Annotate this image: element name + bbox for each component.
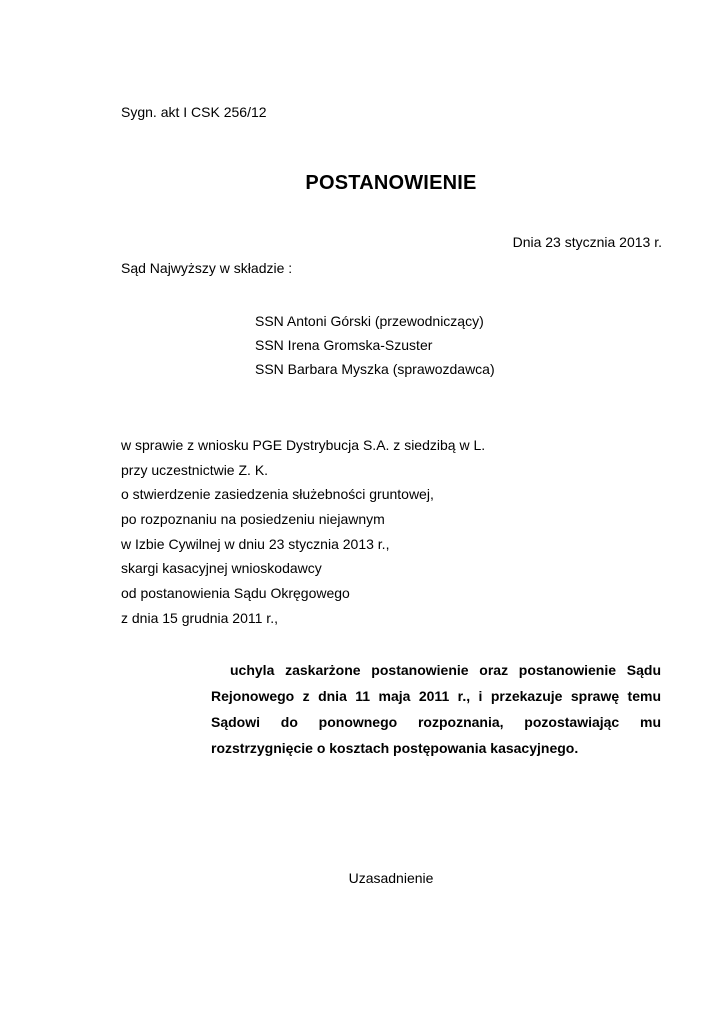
decision-date: Dnia 23 stycznia 2013 r. (512, 234, 662, 250)
ruling-line: Rejonowego z dnia 11 maja 2011 r., i przekazuje sprawę temu (211, 688, 661, 704)
case-line: w sprawie z wniosku PGE Dystrybucja S.A. z siedzibą w L. (121, 437, 486, 453)
case-line: po rozpoznaniu na posiedzeniu niejawnym (121, 511, 385, 528)
ruling-line: uchyla zaskarżone postanowienie oraz postanowienie Sądu (230, 662, 661, 678)
case-line: o stwierdzenie zasiedzenia służebności gruntowej, (121, 486, 434, 503)
case-line: w Izbie Cywilnej w dniu 23 stycznia 2013 r., (121, 535, 390, 552)
judge-member: SSN Irena Gromska-Szuster (255, 337, 433, 353)
case-line: z dnia 15 grudnia 2011 r., (121, 609, 278, 626)
judge-rapporteur: SSN Barbara Myszka (sprawozdawca) (255, 361, 495, 377)
judges-list (255, 309, 495, 381)
case-line: od postanowienia Sądu Okręgowego (121, 585, 350, 602)
ruling-operative-part (211, 657, 661, 761)
case-description (121, 433, 485, 631)
case-line: przy uczestnictwie Z. K. (121, 461, 269, 478)
ruling-line: Sądowi do ponownego rozpoznania, pozostawiając mu (211, 714, 661, 730)
case-signature: Sygn. akt I CSK 256/12 (121, 104, 267, 120)
judge-presiding: SSN Antoni Górski (przewodniczący) (255, 313, 484, 329)
document-title: POSTANOWIENIE (305, 172, 477, 194)
case-line: skargi kasacyjnej wnioskodawcy (121, 560, 322, 577)
ruling-line: rozstrzygnięcie o kosztach postępowania kasacyjnego. (211, 740, 579, 756)
justification-heading: Uzasadnienie (348, 870, 434, 886)
court-composition-intro: Sąd Najwyższy w składzie : (121, 260, 293, 276)
